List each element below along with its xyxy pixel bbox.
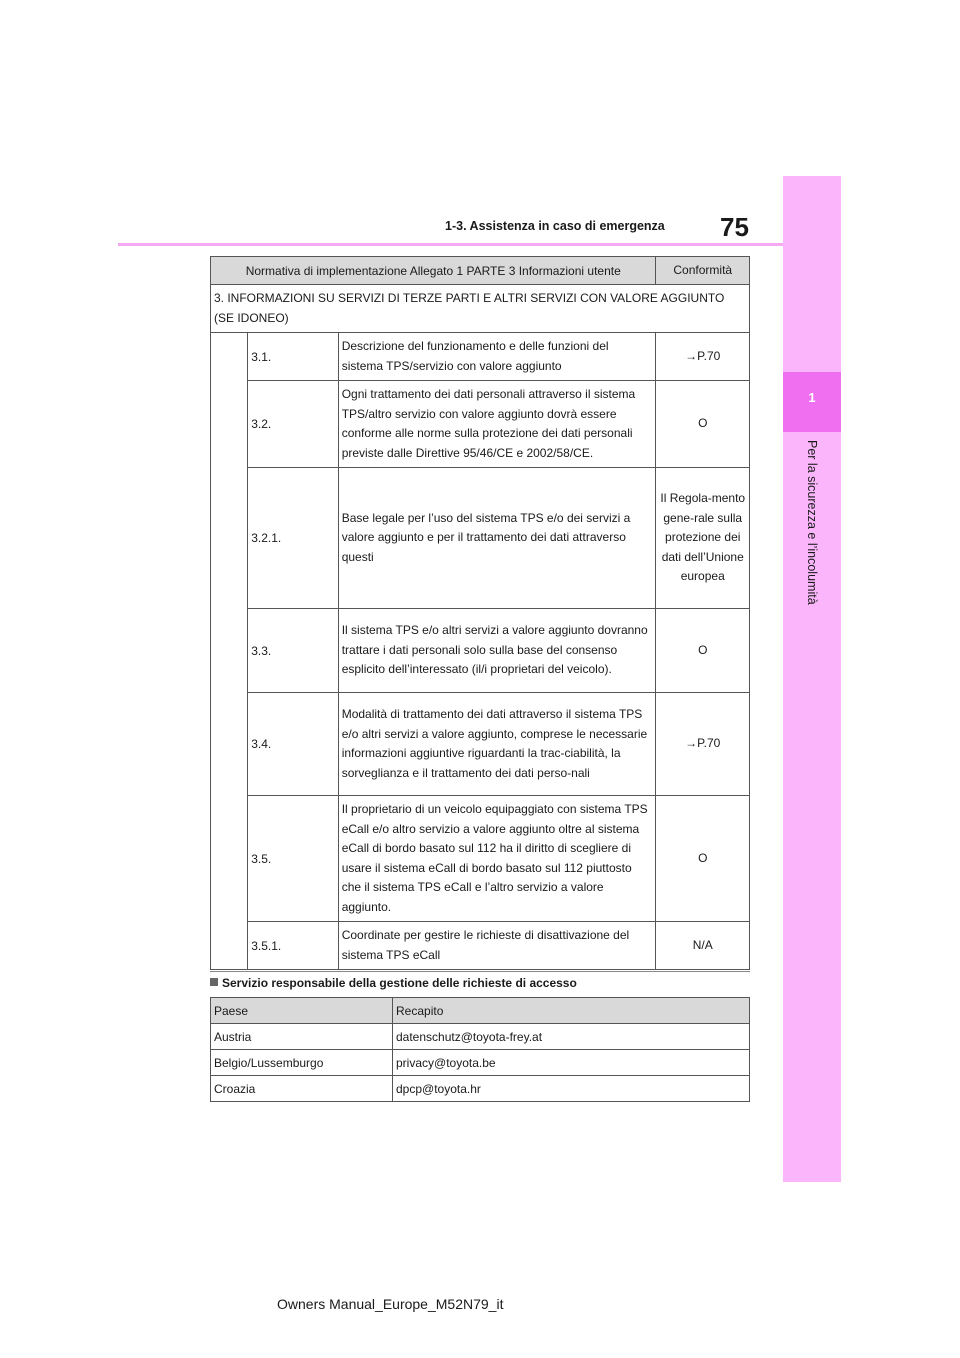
contact-email-link[interactable]: privacy@toyota.be (393, 1050, 750, 1076)
row-code: 3.3. (248, 609, 339, 693)
access-section-heading-text: Servizio responsabile della gestione delle richieste di accesso (222, 976, 577, 990)
column-header-regulation: Normativa di implementazione Allegato 1 PARTE 3 Informazioni utente (211, 257, 656, 285)
footer-document-id: Owners Manual_Europe_M52N79_it (277, 1296, 504, 1312)
country-cell: Croazia (211, 1076, 393, 1102)
square-bullet-icon (210, 978, 218, 986)
row-code: 3.5.1. (248, 922, 339, 970)
table-row (211, 1024, 750, 1050)
row-code: 3.2.1. (248, 468, 339, 609)
section-row (211, 285, 750, 333)
access-section-heading (210, 976, 577, 990)
table-row (211, 468, 750, 609)
chapter-label: Per la sicurezza e l’incolumità (805, 440, 819, 605)
row-compliance: O (656, 381, 750, 468)
table-header-row (211, 257, 750, 285)
row-description: Ogni trattamento dei dati personali attraverso il sistema TPS/altro servizio con valore aggiunto dovrà essere conforme alle norme sulla protezione dei dati personali previste dalle Direttive 95/46/CE e 2002/58/CE. (338, 381, 656, 468)
contact-table (210, 997, 750, 1102)
chapter-number: 1 (808, 390, 816, 405)
header-rule (118, 243, 783, 246)
table-row (211, 1076, 750, 1102)
row-description: Modalità di trattamento dei dati attraverso il sistema TPS e/o altri servizi a valore aggiunto, comprese le necessarie informazioni aggiuntive riguardanti la trac-ciabilità, la sorveglianza e il trattamento dei dati perso-nali (338, 693, 656, 796)
indent-column (211, 333, 248, 970)
table-row (211, 922, 750, 970)
row-description: Il sistema TPS e/o altri servizi a valore aggiunto dovranno trattare i dati personali solo sulla base del consenso esplicito dell’interessato (il/i proprietari del veicolo). (338, 609, 656, 693)
table-row (211, 796, 750, 922)
column-header-contact: Recapito (393, 998, 750, 1024)
row-description: Descrizione del funzionamento e delle funzioni del sistema TPS/servizio con valore aggiunto (338, 333, 656, 381)
row-description: Il proprietario di un veicolo equipaggiato con sistema TPS eCall e/o altro servizio a valore aggiunto oltre al sistema eCall di bordo basato sul 112 ha il diritto di scegliere di usare il sistema eCall di bordo basato sul 112 piuttosto che il sistema TPS eCall e l’altro servizio a valore aggiunto. (338, 796, 656, 922)
contact-email-link[interactable]: dpcp@toyota.hr (393, 1076, 750, 1102)
column-header-country: Paese (211, 998, 393, 1024)
contact-table-header (211, 998, 750, 1024)
row-compliance: O (656, 609, 750, 693)
page-number: 75 (720, 212, 749, 242)
row-description: Base legale per l’uso del sistema TPS e/o dei servizi a valore aggiunto e per il trattamento dei dati attraverso questi (338, 468, 656, 609)
country-cell: Belgio/Lussemburgo (211, 1050, 393, 1076)
row-code: 3.1. (248, 333, 339, 381)
table-row (211, 1050, 750, 1076)
section-divider (210, 971, 750, 972)
row-compliance: O (656, 796, 750, 922)
row-compliance: Il Regola-mento gene-rale sulla protezione dei dati dell’Unione europea (656, 468, 750, 609)
row-compliance: →P.70 (656, 693, 750, 796)
row-code: 3.2. (248, 381, 339, 468)
table-row (211, 693, 750, 796)
country-cell: Austria (211, 1024, 393, 1050)
contact-email-link[interactable]: datenschutz@toyota-frey.at (393, 1024, 750, 1050)
row-code: 3.5. (248, 796, 339, 922)
table-row (211, 381, 750, 468)
section-title: 1-3. Assistenza in caso di emergenza (445, 219, 665, 233)
chapter-number-tab[interactable] (783, 372, 841, 432)
column-header-compliance: Conformità (656, 257, 750, 285)
row-compliance: N/A (656, 922, 750, 970)
table-row (211, 333, 750, 381)
user-information-table (210, 256, 750, 970)
section-row-text: 3. INFORMAZIONI SU SERVIZI DI TERZE PARTI E ALTRI SERVIZI CON VALORE AGGIUNTO (SE IDONEO) (211, 285, 750, 333)
row-code: 3.4. (248, 693, 339, 796)
row-compliance: →P.70 (656, 333, 750, 381)
table-row (211, 609, 750, 693)
row-description: Coordinate per gestire le richieste di disattivazione del sistema TPS eCall (338, 922, 656, 970)
chapter-side-tab (783, 176, 841, 1182)
